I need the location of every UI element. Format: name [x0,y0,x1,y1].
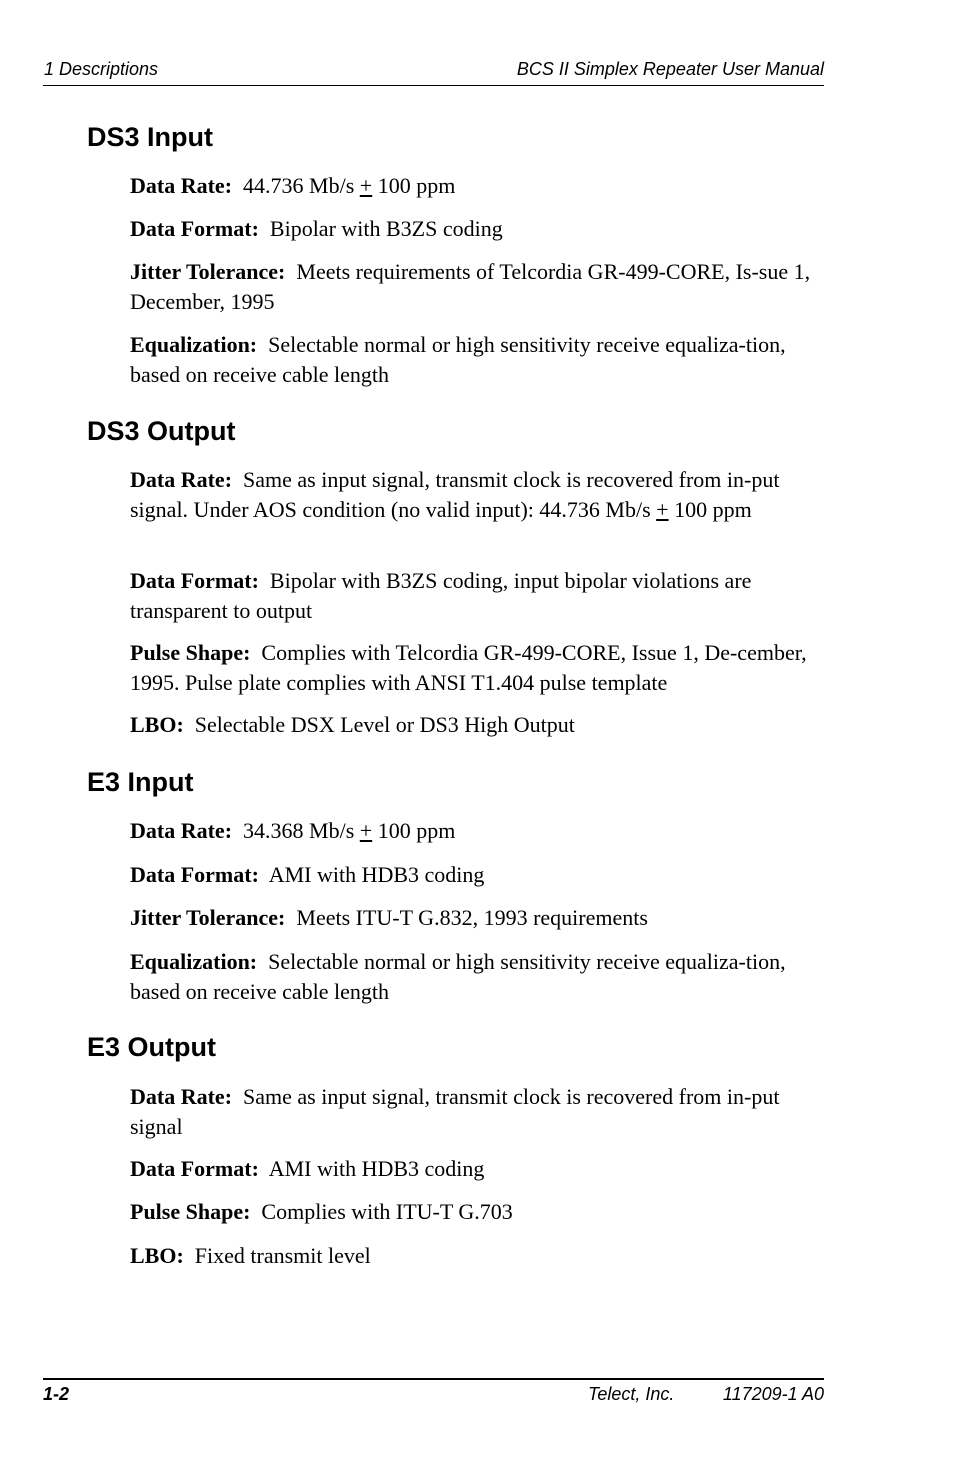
field-label: Data Format: [130,862,259,887]
section-title-ds3-input: DS3 Input [87,122,213,152]
document-number: 117209-1 A0 [722,1384,824,1404]
e3-output-lbo [130,1241,820,1271]
field-label: LBO: [130,712,184,737]
e3-output-data-rate [130,1082,820,1141]
field-label: Pulse Shape: [130,1199,251,1224]
field-value: Selectable normal or high sensitivity receive equaliza-tion, based on receive cable length [130,949,786,1004]
ds3-input-jitter-tolerance [130,257,820,316]
field-label: Data Rate: [130,173,233,198]
e3-input-jitter-tolerance [130,903,820,933]
field-label: Equalization: [130,949,258,974]
ds3-output-data-rate [130,465,820,524]
plus-minus-sign: + [656,496,669,522]
field-value: Same as input signal, transmit clock is recovered from in-put signal [130,1084,780,1139]
field-value: 100 ppm [372,818,456,843]
e3-output-data-format [130,1154,820,1184]
field-value: Bipolar with B3ZS coding, input bipolar violations are transparent to output [130,568,752,623]
plus-minus-sign: + [359,173,373,198]
ds3-input-data-format [130,214,820,244]
field-value: AMI with HDB3 coding [268,1156,485,1181]
page-header [43,58,824,86]
chapter-title: 1 Descriptions [44,59,159,79]
field-value: Meets requirements of Telcordia GR-499-CORE, Is-sue 1, December, 1995 [130,259,811,314]
ds3-output-lbo [130,710,820,740]
section-title-e3-input: E3 Input [87,767,194,797]
field-value: Bipolar with B3ZS coding [269,216,503,241]
plus-minus-sign: + [359,818,373,843]
ds3-output-pulse-shape [130,638,820,697]
ds3-input-equalization [130,330,820,389]
field-value: Fixed transmit level [194,1243,371,1268]
field-label: Equalization: [130,332,258,357]
field-value: Selectable normal or high sensitivity receive equaliza-tion, based on receive cable length [130,332,786,387]
manual-title: BCS II Simplex Repeater User Manual [516,59,824,79]
e3-input-data-rate [130,816,820,846]
company-name: Telect, Inc. [588,1384,675,1404]
page-footer [43,1378,824,1410]
field-label: Jitter Tolerance: [130,259,286,284]
field-label: Jitter Tolerance: [130,905,286,930]
field-label: LBO: [130,1243,184,1268]
field-label: Data Rate: [130,1084,233,1109]
field-value: 34.368 Mb/s [243,818,360,843]
field-value: Selectable DSX Level or DS3 High Output [194,712,575,737]
field-value: 100 ppm [372,173,456,198]
field-value: Same as input signal, transmit clock is recovered from in-put signal. Under AOS condition (no valid input): 44.736 Mb/s [130,467,780,522]
field-label: Data Format: [130,1156,259,1181]
field-label: Data Rate: [130,818,233,843]
ds3-input-data-rate [130,171,820,201]
e3-input-equalization [130,947,820,1006]
section-title-ds3-output: DS3 Output [87,416,236,446]
ds3-output-data-format [130,566,820,625]
field-value: 100 ppm [668,496,752,522]
field-value: Complies with ITU-T G.703 [261,1199,513,1224]
section-title-e3-output: E3 Output [87,1032,216,1062]
field-label: Pulse Shape: [130,640,251,665]
field-value: Complies with Telcordia GR-499-CORE, Issue 1, De-cember, 1995. Pulse plate complies with ANSI T1.404 pulse template [130,640,807,695]
field-value: AMI with HDB3 coding [268,862,485,887]
field-label: Data Format: [130,216,259,241]
page-number: 1-2 [43,1384,70,1404]
field-value: 44.736 Mb/s [243,173,360,198]
field-label: Data Rate: [130,467,233,492]
field-value: Meets ITU-T G.832, 1993 requirements [296,905,648,930]
e3-output-pulse-shape [130,1197,820,1227]
e3-input-data-format [130,860,820,890]
field-label: Data Format: [130,568,259,593]
